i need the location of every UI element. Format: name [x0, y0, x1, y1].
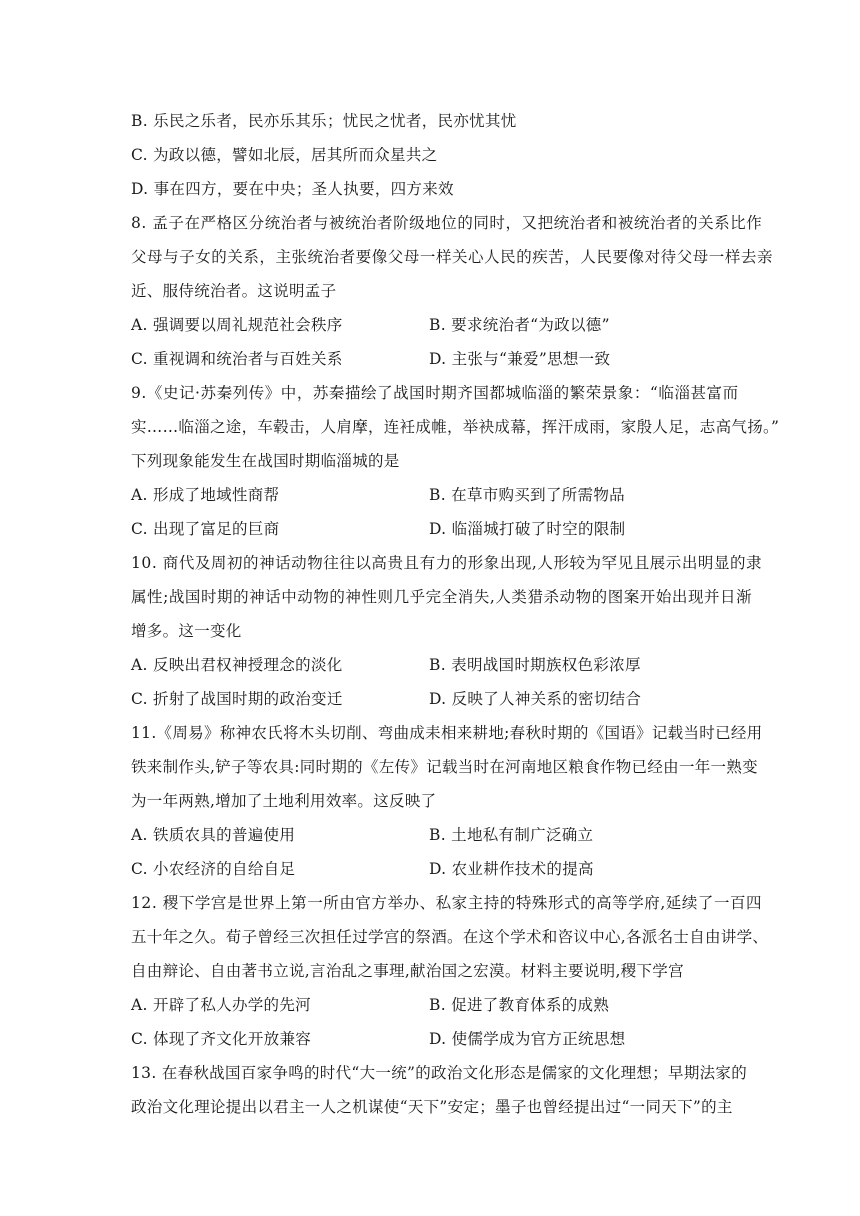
question-12-line-1: 12. 稷下学宫是世界上第一所由官方举办、私家主持的特殊形式的高等学府,延续了一百四: [131, 894, 763, 912]
question-8-line-2: 父母与子女的关系，主张统治者要像父母一样关心人民的疾苦，人民要像对待父母一样去亲: [131, 248, 774, 266]
option-10a: A. 反映出君权神授理念的淡化: [131, 656, 343, 674]
option-9d: D. 临淄城打破了时空的限制: [429, 520, 626, 538]
option-11d: D. 农业耕作技术的提高: [429, 860, 594, 878]
option-9b: B. 在草市购买到了所需物品: [429, 486, 625, 504]
option-9c: C. 出现了富足的巨商: [131, 520, 280, 538]
option-11c: C. 小农经济的自给自足: [131, 860, 296, 878]
question-12-line-3: 自由辩论、自由著书立说,言治乱之事理,献治国之宏漠。材料主要说明,稷下学宫: [131, 962, 684, 980]
option-7b: B. 乐民之乐者，民亦乐其乐；忧民之忧者，民亦忧其忧: [131, 112, 517, 130]
question-13-line-1: 13. 在春秋战国百家争鸣的时代“大一统”的政治文化形态是儒家的文化理想；早期法家的: [131, 1064, 748, 1082]
option-10b: B. 表明战国时期族权色彩浓厚: [429, 656, 641, 674]
question-13-line-2: 政治文化理论提出以君主一人之机谋使“天下”安定；墨子也曾经提出过“一同天下”的主: [131, 1098, 733, 1116]
option-10d: D. 反映了人神关系的密切结合: [429, 690, 642, 708]
question-11-line-2: 铁来制作头,铲子等农具:同时期的《左传》记载当时在河南地区粮食作物已经由一年一熟变: [131, 758, 758, 776]
question-9-line-3: 下列现象能发生在战国时期临淄城的是: [131, 452, 400, 470]
option-7d: D. 事在四方，要在中央；圣人执要，四方来效: [131, 180, 454, 198]
question-10-line-1: 10. 商代及周初的神话动物往往以高贵且有力的形象出现,人形较为罕见且展示出明显的隶: [131, 554, 763, 572]
option-10c: C. 折射了战国时期的政治变迁: [131, 690, 343, 708]
option-8b: B. 要求统治者“为政以德”: [429, 316, 610, 334]
question-10-line-3: 增多。这一变化: [131, 622, 242, 640]
option-8d: D. 主张与“兼爱”思想一致: [429, 350, 611, 368]
option-11a: A. 铁质农具的普遍使用: [131, 826, 296, 844]
option-9a: A. 形成了地域性商帮: [131, 486, 280, 504]
option-7c: C. 为政以德，譬如北辰，居其所而众星共之: [131, 146, 438, 164]
question-11-line-1: 11.《周易》称神农氏将木头切削、弯曲成耒相来耕地;春秋时期的《国语》记载当时已经用: [131, 724, 763, 742]
option-12c: C. 体现了齐文化开放兼容: [131, 1030, 312, 1048]
option-11b: B. 土地私有制广泛确立: [429, 826, 594, 844]
question-9-line-1: 9.《史记·苏秦列传》中，苏秦描绘了战国时期齐国都城临淄的繁荣景象：“临淄甚富而: [131, 384, 739, 402]
question-11-line-3: 为一年两熟,增加了土地利用效率。这反映了: [131, 792, 437, 810]
question-12-line-2: 五十年之久。荀子曾经三次担任过学宫的祭酒。在这个学术和咨议中心,各派名士自由讲学、: [131, 928, 769, 946]
question-9-line-2: 实……临淄之途，车毂击，人肩摩，连衽成帷，举袂成幕，挥汗成雨，家殷人足，志高气扬。”: [131, 418, 780, 436]
question-8-line-1: 8. 孟子在严格区分统治者与被统治者阶级地位的同时，又把统治者和被统治者的关系比作: [131, 214, 763, 232]
question-10-line-2: 属性;战国时期的神话中动物的神性则几乎完全消失,人类猎杀动物的图案开始出现并日渐: [131, 588, 753, 606]
option-12a: A. 开辟了私人办学的先河: [131, 996, 311, 1014]
option-8a: A. 强调要以周礼规范社会秩序: [131, 316, 343, 334]
option-8c: C. 重视调和统治者与百姓关系: [131, 350, 343, 368]
question-8-line-3: 近、服侍统治者。这说明孟子: [131, 282, 337, 300]
option-12d: D. 使儒学成为官方正统思想: [429, 1030, 626, 1048]
option-12b: B. 促进了教育体系的成熟: [429, 996, 610, 1014]
